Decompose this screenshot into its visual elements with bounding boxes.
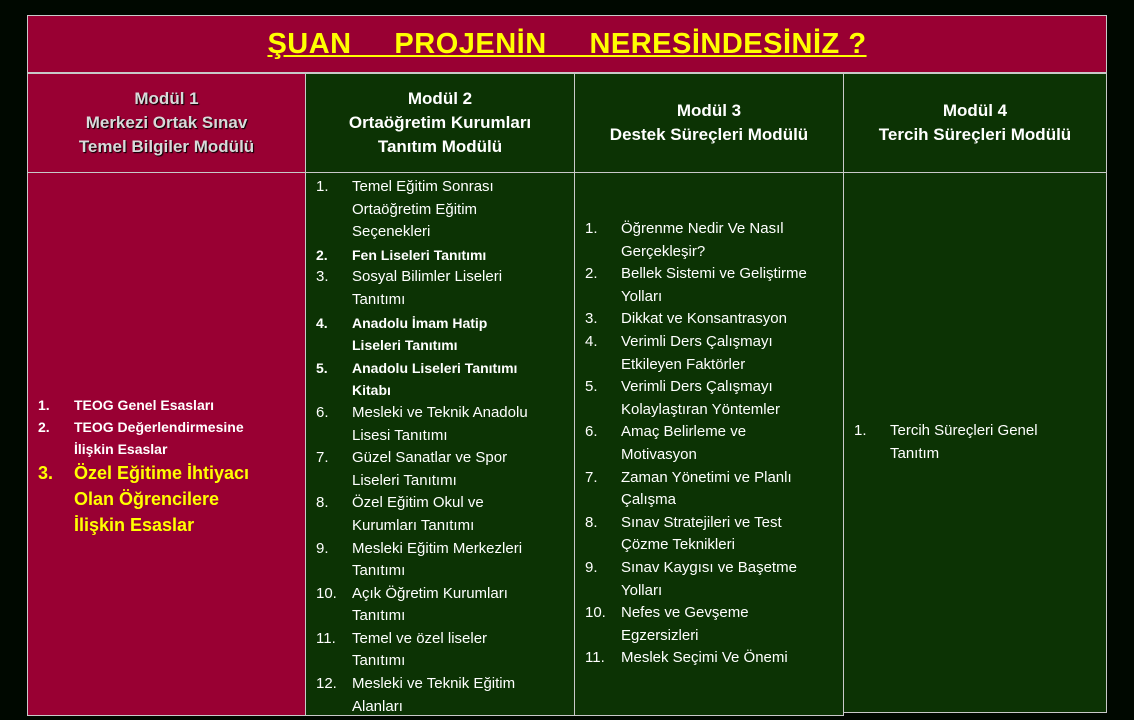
list-item-text: Mesleki Eğitim Merkezleri <box>352 539 523 557</box>
module-4-list <box>854 420 1038 465</box>
module-2-subtitle-1: Ortaöğretim Kurumları <box>348 113 532 132</box>
module-3-title: Modül 3 <box>676 101 742 120</box>
list-item-number: 9. <box>585 558 598 576</box>
list-item-text: Öğrenme Nedir Ve Nasıl <box>621 220 784 237</box>
list-item <box>38 416 249 460</box>
list-item-text: Güzel Sanatlar ve Spor <box>352 449 508 467</box>
list-item-text: Verimli Ders Çalışmayı <box>621 378 773 396</box>
list-item-number: 6. <box>585 423 598 441</box>
list-item-text: Tanıtımı <box>352 562 406 580</box>
list-item-number: 2. <box>585 265 598 283</box>
list-item-number: 3. <box>38 463 54 483</box>
module-3-subtitle: Destek Süreçleri Modülü <box>609 125 809 144</box>
list-item <box>585 421 843 466</box>
list-item-text: Meslek Seçimi Ve Önemi <box>621 649 788 667</box>
module-2-list <box>316 176 574 718</box>
module-3-header <box>574 73 844 173</box>
list-item <box>585 218 843 263</box>
list-item-text: Sınav Kaygısı ve Başetme <box>621 558 797 576</box>
list-item <box>585 376 843 421</box>
list-item-text: Çalışma <box>621 491 677 509</box>
list-item-text: Temel ve özel liseler <box>352 629 488 647</box>
list-item-text: Kitabı <box>352 382 391 399</box>
list-item <box>316 447 574 492</box>
list-item <box>316 673 574 718</box>
list-item-text: Lisesi Tanıtımı <box>352 426 448 444</box>
list-item-text: Liseleri Tanıtımı <box>352 337 458 354</box>
list-item-text: Verimli Ders Çalışmayı <box>621 332 773 350</box>
list-item <box>585 557 843 602</box>
list-item-number: 9. <box>316 539 329 557</box>
list-item <box>585 308 843 331</box>
list-item-number: 8. <box>585 513 598 531</box>
list-item-text: Egzersizleri <box>621 626 699 644</box>
list-item-text: Temel Eğitim Sonrası <box>352 178 494 195</box>
list-item-text: Yolları <box>621 287 663 305</box>
module-2-title: Modül 2 <box>407 89 473 108</box>
list-item-text: Motivasyon <box>621 445 697 463</box>
list-item-text: Bellek Sistemi ve Geliştirme <box>621 265 807 283</box>
list-item <box>316 312 574 357</box>
list-item-number: 5. <box>316 359 328 376</box>
list-item-text: Liseleri Tanıtımı <box>352 471 457 489</box>
list-item-number: 7. <box>316 449 329 467</box>
list-item-text: Çözme Teknikleri <box>621 536 735 554</box>
list-item <box>316 628 574 673</box>
list-item <box>316 176 574 244</box>
module-1-list <box>38 394 249 538</box>
list-item-text: Tanıtımı <box>352 607 406 625</box>
list-item-text: Kolaylaştıran Yöntemler <box>621 400 780 418</box>
list-item-number: 11. <box>585 649 605 667</box>
list-item-number: 6. <box>316 403 329 421</box>
list-item-number: 3. <box>316 268 329 286</box>
list-item-text: Özel Eğitim Okul ve <box>352 494 484 512</box>
list-item-text: Tercih Süreçleri Genel <box>890 421 1038 439</box>
list-item-text: Açık Öğretim Kurumları <box>352 584 508 602</box>
list-item-text: Ortaöğretim Eğitim <box>352 200 478 218</box>
list-item-text: Alanları <box>352 697 403 715</box>
module-1-title: Modül 1 <box>134 89 199 108</box>
list-item <box>585 331 843 376</box>
list-item <box>854 420 1038 465</box>
module-3-list <box>585 218 843 670</box>
list-item-number: 12. <box>316 675 337 693</box>
list-item-text: Nefes ve Gevşeme <box>621 604 749 622</box>
module-1-subtitle-1: Merkezi Ortak Sınav <box>85 113 248 132</box>
module-4-title: Modül 4 <box>942 101 1008 120</box>
list-item-text: Kurumları Tanıtımı <box>352 516 475 534</box>
list-item <box>585 647 843 670</box>
module-2-header <box>305 73 575 173</box>
list-item-text: TEOG Genel Esasları <box>74 397 215 413</box>
list-item <box>585 602 843 647</box>
list-item <box>38 394 249 416</box>
list-item-number: 1. <box>854 421 867 439</box>
list-item-text: Seçenekleri <box>352 223 431 241</box>
module-2-content <box>305 172 575 716</box>
list-item-number: 1. <box>585 220 598 237</box>
list-item-number: 5. <box>585 378 598 396</box>
list-item-number: 4. <box>585 332 598 350</box>
list-item-text: Anadolu İmam Hatip <box>352 314 488 331</box>
list-item-text: Tanıtım <box>890 444 940 462</box>
list-item-number: 7. <box>585 468 598 486</box>
list-item-text: Sınav Stratejileri ve Test <box>621 513 782 531</box>
list-item-text: TEOG Değerlendirmesine <box>74 419 244 435</box>
list-item-text: Gerçekleşir? <box>621 242 706 260</box>
list-item <box>585 512 843 557</box>
module-4-subtitle: Tercih Süreçleri Modülü <box>878 125 1072 144</box>
list-item-number: 3. <box>585 310 598 328</box>
module-4-header <box>843 73 1107 173</box>
list-item-text: Zaman Yönetimi ve Planlı <box>621 468 792 486</box>
list-item <box>316 492 574 537</box>
list-item-text: Yolları <box>621 581 663 599</box>
list-item <box>316 244 574 267</box>
list-item-number: 1. <box>316 178 329 195</box>
list-item-text: Etkileyen Faktörler <box>621 355 746 373</box>
list-item-text: Anadolu Liseleri Tanıtımı <box>352 359 518 376</box>
list-item <box>585 467 843 512</box>
module-4-content <box>843 172 1107 713</box>
list-item <box>316 402 574 447</box>
list-item-text: Tanıtımı <box>352 290 406 308</box>
list-item-text: Olan Öğrencilere <box>74 489 220 509</box>
list-item-text: Mesleki ve Teknik Anadolu <box>352 403 528 421</box>
list-item <box>316 357 574 402</box>
list-item-number: 11. <box>316 629 336 647</box>
module-3-content <box>574 172 844 716</box>
list-item-number: 2. <box>38 419 50 435</box>
list-item-text: Amaç Belirleme ve <box>621 423 747 441</box>
list-item-text: Mesleki ve Teknik Eğitim <box>352 675 516 693</box>
module-1-subtitle-2: Temel Bilgiler Modülü <box>78 137 255 156</box>
module-1-content <box>27 172 306 716</box>
list-item <box>316 583 574 628</box>
list-item <box>316 538 574 583</box>
list-item <box>585 263 843 308</box>
list-item-number: 10. <box>316 584 337 602</box>
list-item-number: 4. <box>316 314 328 331</box>
module-1-header <box>27 73 306 173</box>
list-item <box>316 266 574 311</box>
list-item-text: Tanıtımı <box>352 652 406 670</box>
list-item-text: Dikkat ve Konsantrasyon <box>621 310 787 328</box>
list-item-number: 8. <box>316 494 329 512</box>
page-title: ŞUAN PROJENİN NERESİNDESİNİZ ? <box>267 27 867 60</box>
list-item-highlighted <box>38 460 249 538</box>
list-item-number: 10. <box>585 604 606 622</box>
list-item-text: Özel Eğitime İhtiyacı <box>74 463 250 483</box>
list-item-text: Fen Liseleri Tanıtımı <box>352 246 487 263</box>
module-2-subtitle-2: Tanıtım Modülü <box>377 137 503 156</box>
list-item-text: İlişkin Esaslar <box>74 441 168 457</box>
page-title-banner <box>27 15 1107 73</box>
list-item-text: İlişkin Esaslar <box>74 515 195 535</box>
list-item-number: 2. <box>316 246 328 263</box>
list-item-number: 1. <box>38 397 50 413</box>
list-item-text: Sosyal Bilimler Liseleri <box>352 268 503 286</box>
